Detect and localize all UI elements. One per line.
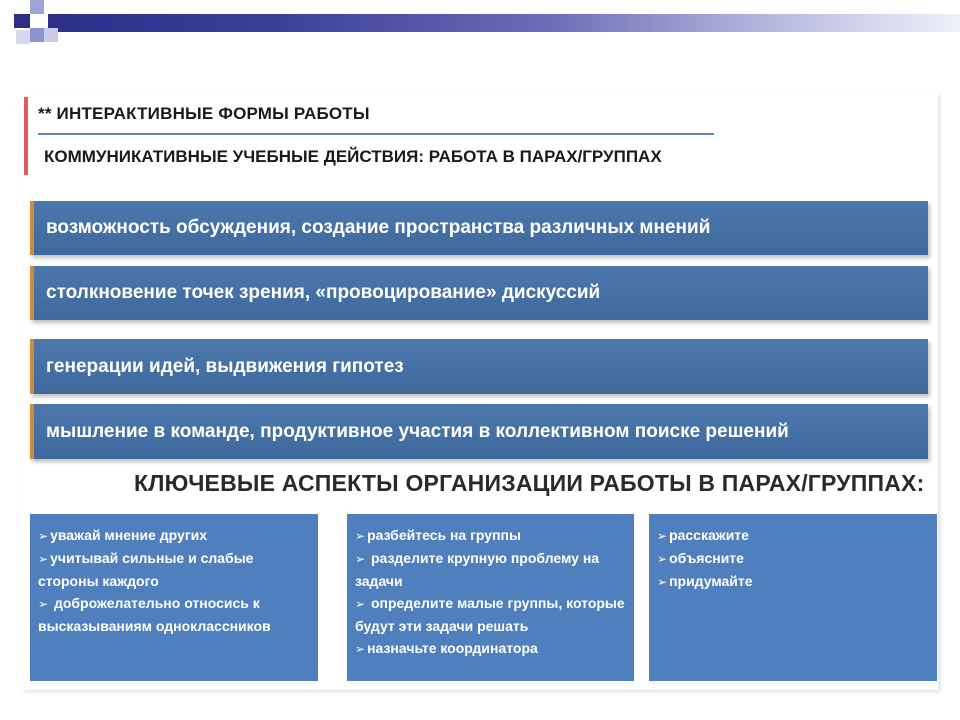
decor-square	[14, 14, 30, 28]
arrow-bullet-icon: ➢	[355, 529, 366, 543]
arrow-bullet-icon: ➢	[355, 552, 366, 566]
aspects-box-3	[649, 514, 937, 681]
arrow-bullet-icon: ➢	[38, 597, 49, 611]
list-item: ➢ объясните	[657, 550, 744, 566]
aspects-heading: КЛЮЧЕВЫЕ АСПЕКТЫ ОРГАНИЗАЦИИ РАБОТЫ В ПАРАХ/ГРУППАХ:	[134, 470, 925, 496]
arrow-bullet-icon: ➢	[38, 529, 49, 543]
aspects-box-1	[30, 514, 318, 681]
list-item: ➢ придумайте	[657, 573, 753, 589]
arrow-bullet-icon: ➢	[38, 552, 49, 566]
top-decorative-band	[48, 14, 960, 32]
point-bar-2: столкновение точек зрения, «провоцирование» дискуссий	[30, 266, 928, 320]
list-item: ➢ уважай мнение других	[38, 527, 208, 543]
title-underline	[38, 133, 714, 135]
arrow-bullet-icon: ➢	[355, 642, 366, 656]
list-item: ➢ учитывай сильные и слабые стороны каждого	[38, 550, 254, 589]
decor-square	[44, 28, 58, 42]
point-bar-4: мышление в команде, продуктивное участия в коллективном поиске решений	[30, 404, 928, 459]
arrow-bullet-icon: ➢	[657, 552, 668, 566]
list-item: ➢ доброжелательно относись к высказываниям одноклассников	[38, 595, 271, 634]
list-item: ➢ расскажите	[657, 527, 749, 543]
arrow-bullet-icon: ➢	[657, 575, 668, 589]
list-item: ➢ определите малые группы, которые будут эти задачи решать	[355, 595, 625, 634]
decor-square	[30, 0, 44, 14]
list-item: ➢ назначьте координатора	[355, 640, 538, 656]
list-item: ➢ разделите крупную проблему на задачи	[355, 550, 600, 589]
list-item: ➢ разбейтесь на группы	[355, 527, 521, 543]
arrow-bullet-icon: ➢	[355, 597, 366, 611]
slide-subtitle: КОММУНИКАТИВНЫЕ УЧЕБНЫЕ ДЕЙСТВИЯ: РАБОТА В ПАРАХ/ГРУППАХ	[44, 147, 662, 166]
decor-square	[30, 28, 44, 42]
point-bar-1: возможность обсуждения, создание пространства различных мнений	[30, 201, 928, 255]
decor-square	[16, 30, 30, 44]
point-bar-3: генерации идей, выдвижения гипотез	[30, 339, 928, 394]
slide-title: ** ИНТЕРАКТИВНЫЕ ФОРМЫ РАБОТЫ	[38, 104, 370, 123]
aspects-box-2	[347, 514, 634, 681]
arrow-bullet-icon: ➢	[657, 529, 668, 543]
title-accent-bar	[24, 97, 28, 175]
